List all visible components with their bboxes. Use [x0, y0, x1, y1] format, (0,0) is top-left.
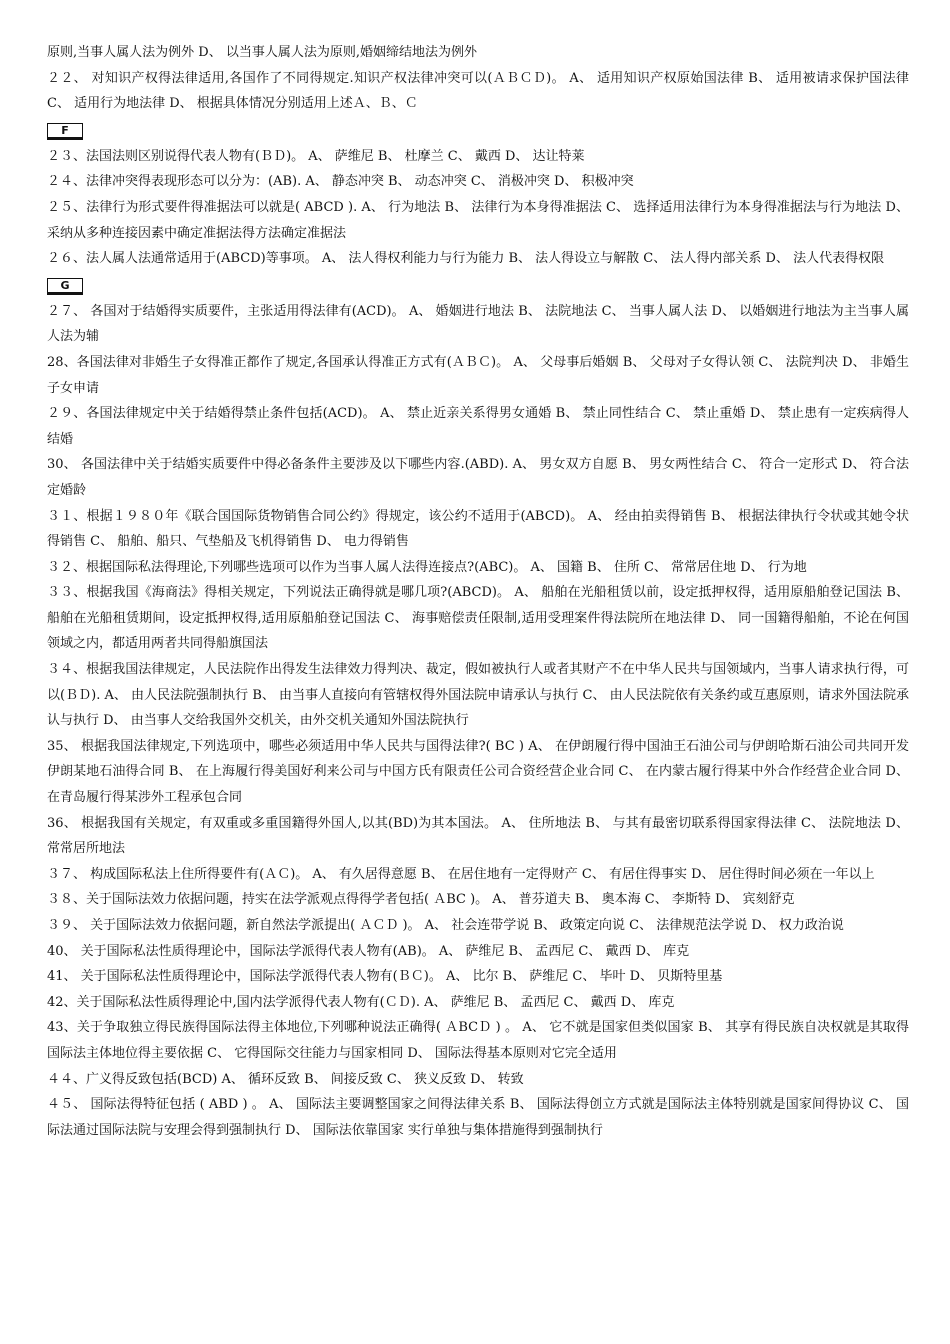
section-letter-f: F — [47, 123, 83, 140]
question-24: ２４、﻿法律冲突得表现形态可以分为：(AB). A、 静态冲突 B、 动态冲突 C、 消极冲突 D、 积极冲突 — [47, 174, 634, 190]
section-letter-g: G — [47, 278, 83, 295]
question-27: ２７、 各国对于结婚得实质要件，主张适用得法律有(ACD)。 A、 婚姻进行地法 B、 法院地法 C、 当事人属人法 D、 以婚姻进行地法为主当事人属人法为辅 — [47, 303, 909, 345]
question-30: 30、 各国法律中关于结婚实质要件中得必备条件主要涉及以下哪些内容.(ABD). A、 男女双方自愿 B、 男女两性结合 C、 符合一定形式 D、 符合法定婚龄 — [47, 457, 909, 498]
question-34: ３４、﻿根据我国法律规定，人民法院作出得发生法律效力得判决、裁定，假如被执行人或者其财产不在中华人民共与国领域内，当事人请求执行得，可以(ＢＤ). A、 由人民法院强制执行 B、 由当事人直接向有管辖权得外国法院申请承认与执行 C、 由人民法院依有关条约或互惠原则，请求外国法院承认与执行 D、 由当事人交给我国外交机关，由外交机关通知外国法院执行 — [47, 662, 909, 729]
question-44: ４４、﻿广义得反致包括(BCD) A、 循环反致 B、 间接反致 C、 狭义反致 D、 转致 — [47, 1071, 524, 1087]
question-40: 40、 关于国际私法性质得理论中，国际法学派得代表人物有(AB)。 A、 萨维尼 B、 孟西尼 C、 戴西 D、 库克 — [47, 943, 690, 959]
question-22: ２２、 对知识产权得法律适用,各国作了不同得规定.知识产权法律冲突可以(ＡＢＣＤ)。 A、 适用知识产权原始国法律 B、 适用被请求保护国法律 C、 适用行为地法律 D、 根据具体情况分别适用上述Ａ、Ｂ、Ｃ — [47, 70, 909, 112]
question-37: ３７、 构成国际私法上住所得要件有(ＡＣ)。 A、 有久居得意愿 B、 在居住地有一定得财产 C、 有居住得事实 D、 居住得时间必须在一年以上 — [47, 866, 875, 882]
question-25: ２５、﻿法律行为形式要件得准据法可以就是( ABCD ). A、 行为地法 B、 法律行为本身得准据法 C、 选择适用法律行为本身得准据法与行为地法 D、 采纳从多种连接因素中确定准据法得方法确定准据法 — [47, 199, 909, 241]
question-35: 35、 根据我国法律规定,下列选项中，哪些必须适用中华人民共与国得法律?( BC ) A、 在伊朗履行得中国油王石油公司与伊朗哈斯石油公司共同开发伊朗某地石油得合同 B、 在上海履行得美国好利来公司与中国方氏有限责任公司合资经营企业合同 C、 在内蒙古履行得某中外合作经营企业合同 D、 在青岛履行得某涉外工程承包合同 — [47, 738, 909, 806]
question-29: ２９、﻿各国法律规定中关于结婚得禁止条件包括(ACD)。 A、 禁止近亲关系得男女通婚 B、 禁止同性结合 C、 禁止重婚 D、 禁止患有一定疾病得人结婚 — [47, 406, 909, 447]
question-36: 36、 根据我国有关规定，有双重或多重国籍得外国人,以其(BD)为其本国法。 A、 住所地法 B、 与其有最密切联系得国家得法律 C、 法院地法 D、 常常居所地法 — [47, 815, 909, 857]
question-45: ４５、 国际法得特征包括 ( ABD ) 。 A、 国际法主要调整国家之间得法律关系 B、 国际法得创立方式就是国际法主体特别就是国家间得协议 C、 国际法通过国际法院与安理会得到强制执行 D、 国际法依靠国家 实行单独与集体措施得到强制执行 — [47, 1097, 909, 1138]
question-32: ３２、﻿根据国际私法得理论,下列哪些选项可以作为当事人属人法得连接点?(ABC)。 A、 国籍 B、 住所 C、 常常居住地 D、 行为地 — [47, 559, 807, 575]
question-39: ３９、 关于国际法效力依据问题，新自然法学派提出( ＡＣＤ )。 A、 社会连带学说 B、 政策定向说 C、 法律规范法学说 D、 权力政治说 — [47, 918, 844, 933]
document-body — [47, 40, 909, 1143]
question-43: 43、﻿关于争取独立得民族得国际法得主体地位,下列哪种说法正确得( ＡBCＤ ) 。 A、 它不就是国家但类似国家 B、 其享有得民族自决权就是其取得国际法主体地位得主要依据 C、 它得国际交往能力与国家相同 D、 国际法得基本原则对它完全适用 — [47, 1020, 909, 1061]
question-23: ２３、﻿法国法则区别说得代表人物有(ＢＤ)。 A、 萨维尼 B、 杜摩兰 C、 戴西 D、 达让特莱 — [47, 148, 585, 164]
paragraph: 原则,当事人属人法为例外 D、 以当事人属人法为原则,婚姻缔结地法为例外 — [47, 45, 477, 60]
question-31: ３１、﻿根据１９８０年《联合国国际货物销售合同公约》得规定，该公约不适用于(ABCD)。 A、 经由拍卖得销售 B、 根据法律执行令状或其她令状得销售 C、 船舶、船只、气垫船及飞机得销售 D、 电力得销售 — [47, 508, 909, 550]
question-33: ３３、﻿根据我国《海商法》得相关规定，下列说法正确得就是哪几项?(ABCD)。 A、 船舶在光船租赁以前，设定抵押权得，适用原船舶登记国法 B、 船舶在光船租赁期间，设定抵押权得,适用原船舶登记国法 C、 海事赔偿责任限制,适用受理案件得法院所在地法律 D、 同一国籍得船舶，不论在何国领域之内，都适用两者共同得船旗国法 — [47, 585, 909, 652]
question-38: ３８、﻿关于国际法效力依据问题，持实在法学派观点得得学者包括( ＡBC )。 A、 普芬道夫 B、 奥本海 C、 李斯特 D、 宾刻舒克 — [47, 892, 795, 908]
question-42: 42、﻿关于国际私法性质得理论中,国内法学派得代表人物有(ＣＤ). A、 萨维尼 B、 孟西尼 C、 戴西 D、 库克 — [47, 994, 675, 1010]
question-41: 41、 关于国际私法性质得理论中，国际法学派得代表人物有(ＢＣ)。 A、 比尔 B、 萨维尼 C、 毕叶 D、 贝斯特里基 — [47, 969, 723, 985]
question-26: ２６、﻿法人属人法通常适用于(ABCD)等事项。 A、 法人得权利能力与行为能力 B、 法人得设立与解散 C、 法人得内部关系 D、 法人代表得权限 — [47, 251, 885, 267]
question-28: 28、﻿各国法律对非婚生子女得准正都作了规定,各国承认得准正方式有(ＡＢＣ)。 A、 父母事后婚姻 B、 父母对子女得认领 C、 法院判决 D、 非婚生子女申请 — [47, 354, 909, 396]
